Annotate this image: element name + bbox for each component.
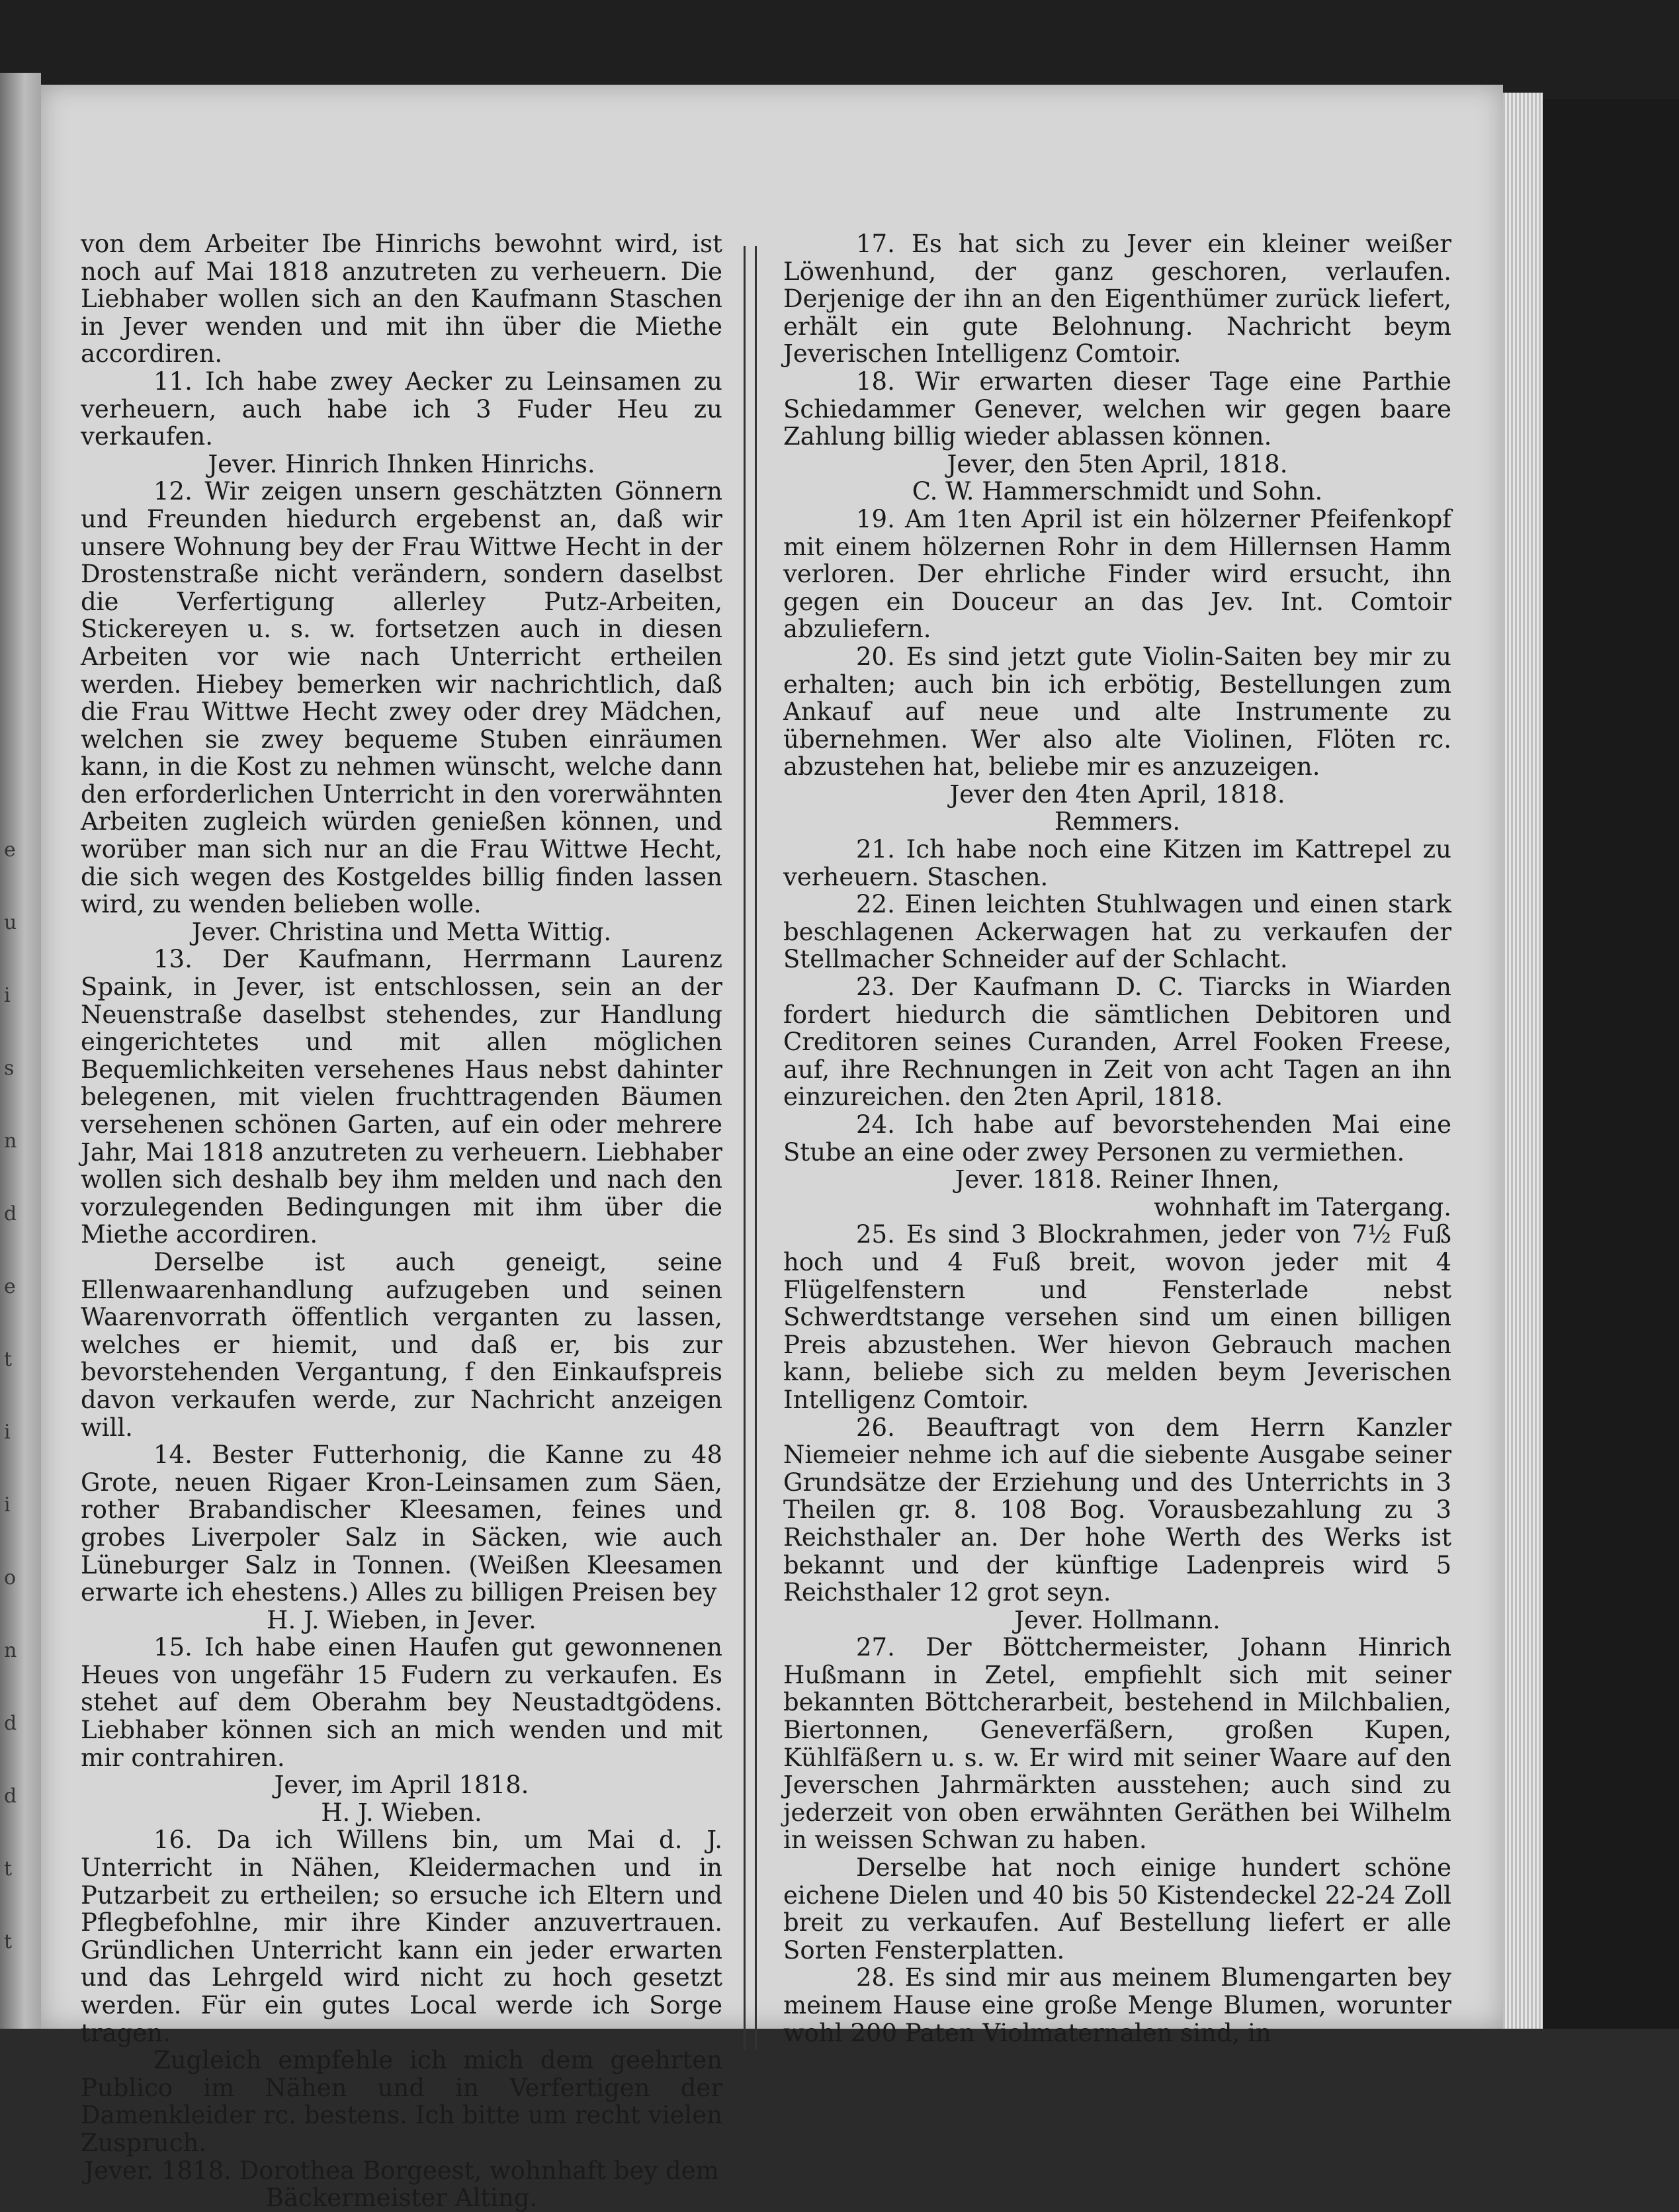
notice-paragraph: Jever, den 5ten April, 1818. <box>947 449 1288 478</box>
notice-paragraph: Jever. 1818. Reiner Ihnen, <box>955 1165 1280 1194</box>
margin-fragment: t <box>4 1857 13 1880</box>
notice-paragraph: Remmers. <box>1054 807 1181 836</box>
column-divider <box>744 246 757 2050</box>
right-column <box>783 230 1451 2047</box>
notice-paragraph: wohnhaft im Tatergang. <box>1154 1192 1451 1221</box>
margin-fragment: i <box>4 984 11 1007</box>
margin-fragment: d <box>4 1202 17 1225</box>
notice-paragraph: 24. Ich habe auf bevorstehenden Mai eine Stube an eine oder zwey Personen zu vermiethen. <box>783 1110 1451 1167</box>
book-page <box>41 85 1503 2212</box>
notice-paragraph: Jever, im April 1818. <box>274 1771 529 1800</box>
notice-paragraph: Jever. Hollmann. <box>1014 1605 1221 1634</box>
scan-background <box>1543 99 1679 2029</box>
margin-fragment: n <box>4 1129 17 1153</box>
facing-page-edge <box>0 73 41 2029</box>
notice-paragraph: Jever. Hinrich Ihnken Hinrichs. <box>208 449 595 478</box>
margin-fragment: o <box>4 1566 17 1589</box>
notice-paragraph: 28. Es sind mir aus meinem Blumengarten bey meinem Hause eine große Menge Blumen, worunter wohl 200 Paten Violmaternalen sind, in <box>783 1963 1451 2047</box>
notice-paragraph: 26. Beauftragt von dem Herrn Kanzler Niemeier nehme ich auf die siebente Ausgabe seiner Grundsätze der Erziehung und des Unterrichts in 3 Theilen gr. 8. 108 Bog. Vorausbezahlung zu 3 Reichsthaler an. Der hohe Werth des Werks ist bekannt und der künftige Ladenpreis wird 5 Reichsthaler 12 grot seyn. <box>783 1413 1451 1607</box>
notice-paragraph: von dem Arbeiter Ibe Hinrichs bewohnt wird, ist noch auf Mai 1818 anzutreten zu verheuern. Die Liebhaber wollen sich an den Kaufmann Staschen in Jever wenden und mit ihn über die Miethe accordiren. <box>81 230 722 369</box>
notice-paragraph: 18. Wir erwarten dieser Tage eine Parthie Schiedammer Genever, welchen wir gegen baare Zahlung billig wieder ablassen können. <box>783 367 1451 451</box>
notice-paragraph: 22. Einen leichten Stuhlwagen und einen stark beschlagenen Ackerwagen hat zu verkaufen der Stellmacher Schneider auf der Schlacht. <box>783 890 1451 974</box>
margin-fragment: d <box>4 1712 17 1735</box>
notice-paragraph: Jever den 4ten April, 1818. <box>949 779 1285 809</box>
notice-paragraph: 27. Der Böttchermeister, Johann Hinrich Hußmann in Zetel, empfiehlt sich mit seiner bekannten Böttcherarbeit, bestehend in Milchbalien, Biertonnen, Geneverfäßern, großen Kupen, Kühlfäßern u. s. w. Er wird mit seiner Waare auf den Jeverschen Jahrmärkten ausstehen; auch sind zu jederzeit von oben erwähnten Geräthen bei Wilhelm in weissen Schwan zu haben. <box>783 1633 1451 1855</box>
notice-paragraph: H. J. Wieben, in Jever. <box>267 1605 537 1634</box>
notice-paragraph: Derselbe hat noch einige hundert schöne eichene Dielen und 40 bis 50 Kistendeckel 22-24 Zoll breit zu verkaufen. Auf Bestellung liefert er alle Sorten Fensterplatten. <box>783 1853 1451 1965</box>
left-column <box>81 230 722 2212</box>
notice-paragraph: 11. Ich habe zwey Aecker zu Leinsamen zu verheuern, auch habe ich 3 Fuder Heu zu verkaufen. <box>81 367 722 451</box>
notice-paragraph: 20. Es sind jetzt gute Violin-Saiten bey mir zu erhalten; auch bin ich erbötig, Bestellungen zum Ankauf auf neue und alte Instrumente zu übernehmen. Wer also alte Violinen, Flöten rc. abzustehen hat, beliebe mir es anzuzeigen. <box>783 642 1451 781</box>
margin-fragment: u <box>4 911 17 934</box>
notice-paragraph: Jever. Christina und Metta Wittig. <box>191 917 612 946</box>
margin-fragment: d <box>4 1785 17 1808</box>
notice-paragraph: 13. Der Kaufmann, Herrmann Laurenz Spaink, in Jever, ist entschlossen, sein an der Neuenstraße daselbst stehendes, zur Handlung eingerichtetes und mit allen möglichen Bequemlichkeiten versehenes Haus nebst dahinter belegenen, mit vielen fruchttragenden Bäumen versehenen schönen Garten, auf ein oder mehrere Jahr, Mai 1818 anzutreten zu verheuern. Liebhaber wollen sich deshalb bey ihm melden und nach den vorzulegenden Bedingungen mit ihm über die Miethe accordiren. <box>81 945 722 1249</box>
margin-fragment: t <box>4 1348 13 1371</box>
notice-paragraph: 16. Da ich Willens bin, um Mai d. J. Unterricht in Nähen, Kleidermachen und in Putzarbeit zu ertheilen; so ersuche ich Eltern und Pflegbefohlne, mir ihre Kinder anzuvertrauen. Gründlichen Unterricht kann ein jeder erwarten und das Lehrgeld wird nicht zu hoch gesetzt werden. Für ein gutes Local werde ich Sorge tragen. <box>81 1826 722 2047</box>
notice-paragraph: 25. Es sind 3 Blockrahmen, jeder von 7½ Fuß hoch und 4 Fuß breit, wovon jeder mit 4 Flügelfenstern und Fensterlade nebst Schwerdtstange versehen sind um einen billigen Preis abzustehen. Wer hievon Gebrauch machen kann, beliebe sich zu melden beym Jeverischen Intelligenz Comtoir. <box>783 1220 1451 1414</box>
notice-paragraph: 14. Bester Futterhonig, die Kanne zu 48 Grote, neuen Rigaer Kron-Leinsamen zum Säen, rother Brabandischer Kleesamen, feines und grobes Liverpoler Salz in Säcken, wie auch Lüneburger Salz in Tonnen. (Weißen Kleesamen erwarte ich ehestens.) Alles zu billigen Preisen bey <box>81 1440 722 1607</box>
notice-paragraph: 12. Wir zeigen unsern geschätzten Gönnern und Freunden hiedurch ergebenst an, daß wir unsere Wohnung bey der Frau Wittwe Hecht in der Drostenstraße nicht verändern, sondern daselbst die Verfertigung allerley Putz-Arbeiten, Stickereyen u. s. w. fortsetzen auch in diesen Arbeiten vor wie nach Unterricht ertheilen werden. Hiebey bemerken wir nachrichtlich, daß die Frau Wittwe Hecht zwey oder drey Mädchen, welchen sie zwey bequeme Stuben einräumen kann, in die Kost zu nehmen wünscht, welche dann den erforderlichen Unterricht in den vorerwähnten Arbeiten zugleich würden genießen können, und worüber man sich nur an die Frau Wittwe Hecht, die sich wegen des Kostgeldes billig finden lassen wird, zu wenden belieben wolle. <box>81 477 722 919</box>
margin-fragment: e <box>4 1275 16 1298</box>
margin-fragment: i <box>4 1421 11 1444</box>
notice-paragraph: 19. Am 1ten April ist ein hölzerner Pfeifenkopf mit einem hölzernen Rohr in dem Hillernsen Hamm verloren. Der ehrliche Finder wird ersucht, ihn gegen ein Douceur an das Jev. Int. Comtoir abzuliefern. <box>783 504 1451 644</box>
margin-fragment: i <box>4 1493 11 1517</box>
margin-fragment: t <box>4 1930 13 1953</box>
page-block-edge <box>1503 93 1543 2029</box>
notice-paragraph: 23. Der Kaufmann D. C. Tiarcks in Wiarden fordert hiedurch die sämtlichen Debitoren und Creditoren seines Curanden, Arrel Fooken Freese, auf, ihre Rechnungen in Zeit von acht Tagen an ihn einzureichen. den 2ten April, 1818. <box>783 973 1451 1112</box>
notice-paragraph: C. W. Hammerschmidt und Sohn. <box>912 477 1323 506</box>
notice-paragraph: 15. Ich habe einen Haufen gut gewonnenen Heues von ungefähr 15 Fudern zu verkaufen. Es stehet auf dem Oberahm bey Neustadtgödens. Liebhaber können sich an mich wenden und mit mir contrahiren. <box>81 1633 722 1772</box>
margin-fragment: s <box>4 1057 15 1080</box>
notice-paragraph: Jever. 1818. Dorothea Borgeest, wohnhaft bey dem Bäckermeister Alting. <box>84 2156 719 2212</box>
notice-paragraph: 17. Es hat sich zu Jever ein kleiner weißer Löwenhund, der ganz geschoren, verlaufen. Derjenige der ihn an den Eigenthümer zurück liefert, erhält ein gute Belohnung. Nachricht beym Jeverischen Intelligenz Comtoir. <box>783 230 1451 369</box>
notice-paragraph: H. J. Wieben. <box>321 1798 482 1827</box>
notice-paragraph: Zugleich empfehle ich mich dem geehrten Publico im Nähen und in Verfertigen der Damenkleider rc. bestens. Ich bitte um recht vielen Zuspruch. <box>81 2046 722 2157</box>
notice-paragraph: Derselbe ist auch geneigt, seine Ellenwaarenhandlung aufzugeben und seinen Waarenvorrath öffentlich verganten zu lassen, welches er hiemit, und daß er, bis zur bevorstehenden Vergantung, f den Einkaufspreis davon verkaufen werde, zur Nachricht anzeigen will. <box>81 1247 722 1442</box>
margin-fragment: n <box>4 1639 17 1662</box>
notice-paragraph: 21. Ich habe noch eine Kitzen im Kattrepel zu verheuern. Staschen. <box>783 835 1451 891</box>
margin-fragment: e <box>4 838 16 862</box>
